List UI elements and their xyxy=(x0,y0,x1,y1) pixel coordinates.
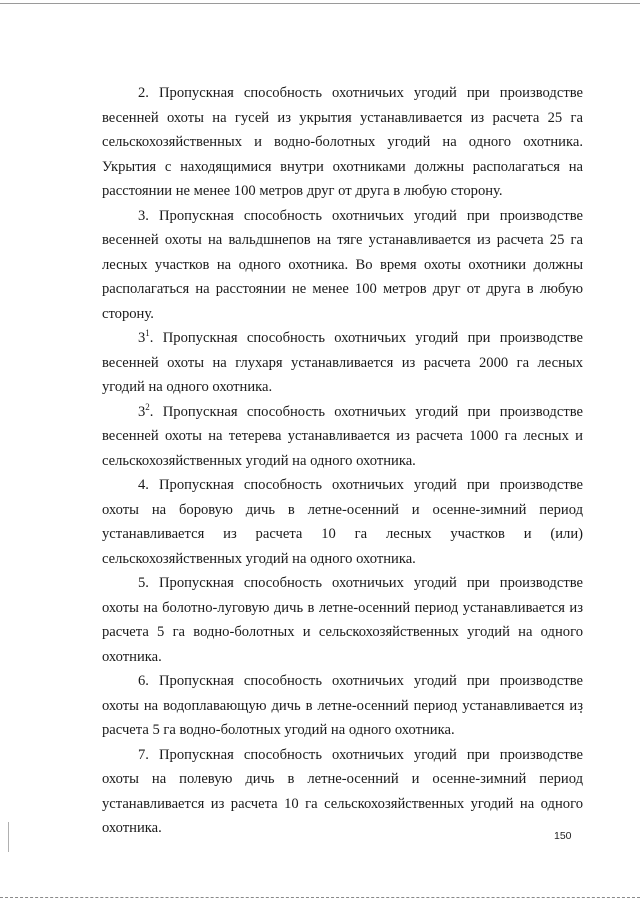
scan-edge-top xyxy=(0,3,640,4)
paragraph-3-1 xyxy=(102,326,583,400)
paragraph-number: 3 xyxy=(138,403,146,420)
paragraph-7 xyxy=(102,743,583,841)
page-number: 150 xyxy=(554,830,572,842)
paragraph-text: 5. Пропускная способность охотничьих угодий при производстве охоты на болотно-луговую дичь в летне-осенний период устанавливается из расчета 5 га водно-болотных и сельскохозяйственных угодий на одного охотника. xyxy=(102,575,583,665)
paragraph-number-superscript: 1 xyxy=(145,328,150,339)
paragraph-text: 2. Пропускная способность охотничьих угодий при производстве весенней охоты на гусей из укрытия устанавливается из расчета 25 га сельскохозяйственных и водно-болотных угодий на одного охотника. Укрытия с находящимися внутри охотниками должны располагаться на расстоянии не менее 100 метров друг от друга в любую сторону. xyxy=(102,85,583,199)
scan-edge-mark-left xyxy=(8,822,9,852)
paragraph-6 xyxy=(102,669,583,743)
paragraph-2 xyxy=(102,81,583,204)
paragraph-5 xyxy=(102,571,583,669)
paragraph-text: . Пропускная способность охотничьих угодий при производстве весенней охоты на глухаря устанавливается из расчета 2000 га лесных угодий на одного охотника. xyxy=(102,330,583,395)
paragraph-number-superscript: 2 xyxy=(145,401,150,412)
paragraph-text: 4. Пропускная способность охотничьих угодий при производстве охоты на боровую дичь в летне-осенний и осенне-зимний период устанавливается из расчета 10 га лесных участков и (или) сельскохозяйственных угодий на одного охотника. xyxy=(102,477,583,567)
paragraph-number: 3 xyxy=(138,330,146,346)
paragraph-text: 3. Пропускная способность охотничьих угодий при производстве весенней охоты на вальдшнепов на тяге устанавливается из расчета 25 га лесных участков на одного охотника. Во время охоты охотники должны располагаться на расстоянии не менее 100 метров друг от друга в любую сторону. xyxy=(102,207,583,322)
paragraph-text: 6. Пропускная способность охотничьих угодий при производстве охоты на водоплавающую дичь в летне-осенний период устанавливается из расчета 5 га водно-болотных угодий на одного охотника. xyxy=(102,673,583,738)
paragraph-3-2 xyxy=(102,400,583,474)
paragraph-3 xyxy=(102,204,583,327)
paragraph-text: 7. Пропускная способность охотничьих угодий при производстве охоты на полевую дичь в летне-осенний и осенне-зимний период устанавливается из расчета 10 га сельскохозяйственных угодий на одного охотника. xyxy=(102,746,583,836)
document-body xyxy=(102,81,583,841)
scan-edge-bottom xyxy=(0,897,640,898)
paragraph-4 xyxy=(102,473,583,571)
paragraph-text: . Пропускная способность охотничьих угодий при производстве весенней охоты на тетерева устанавливается из расчета 1000 га лесных и сельскохозяйственных угодий на одного охотника. xyxy=(102,403,583,469)
